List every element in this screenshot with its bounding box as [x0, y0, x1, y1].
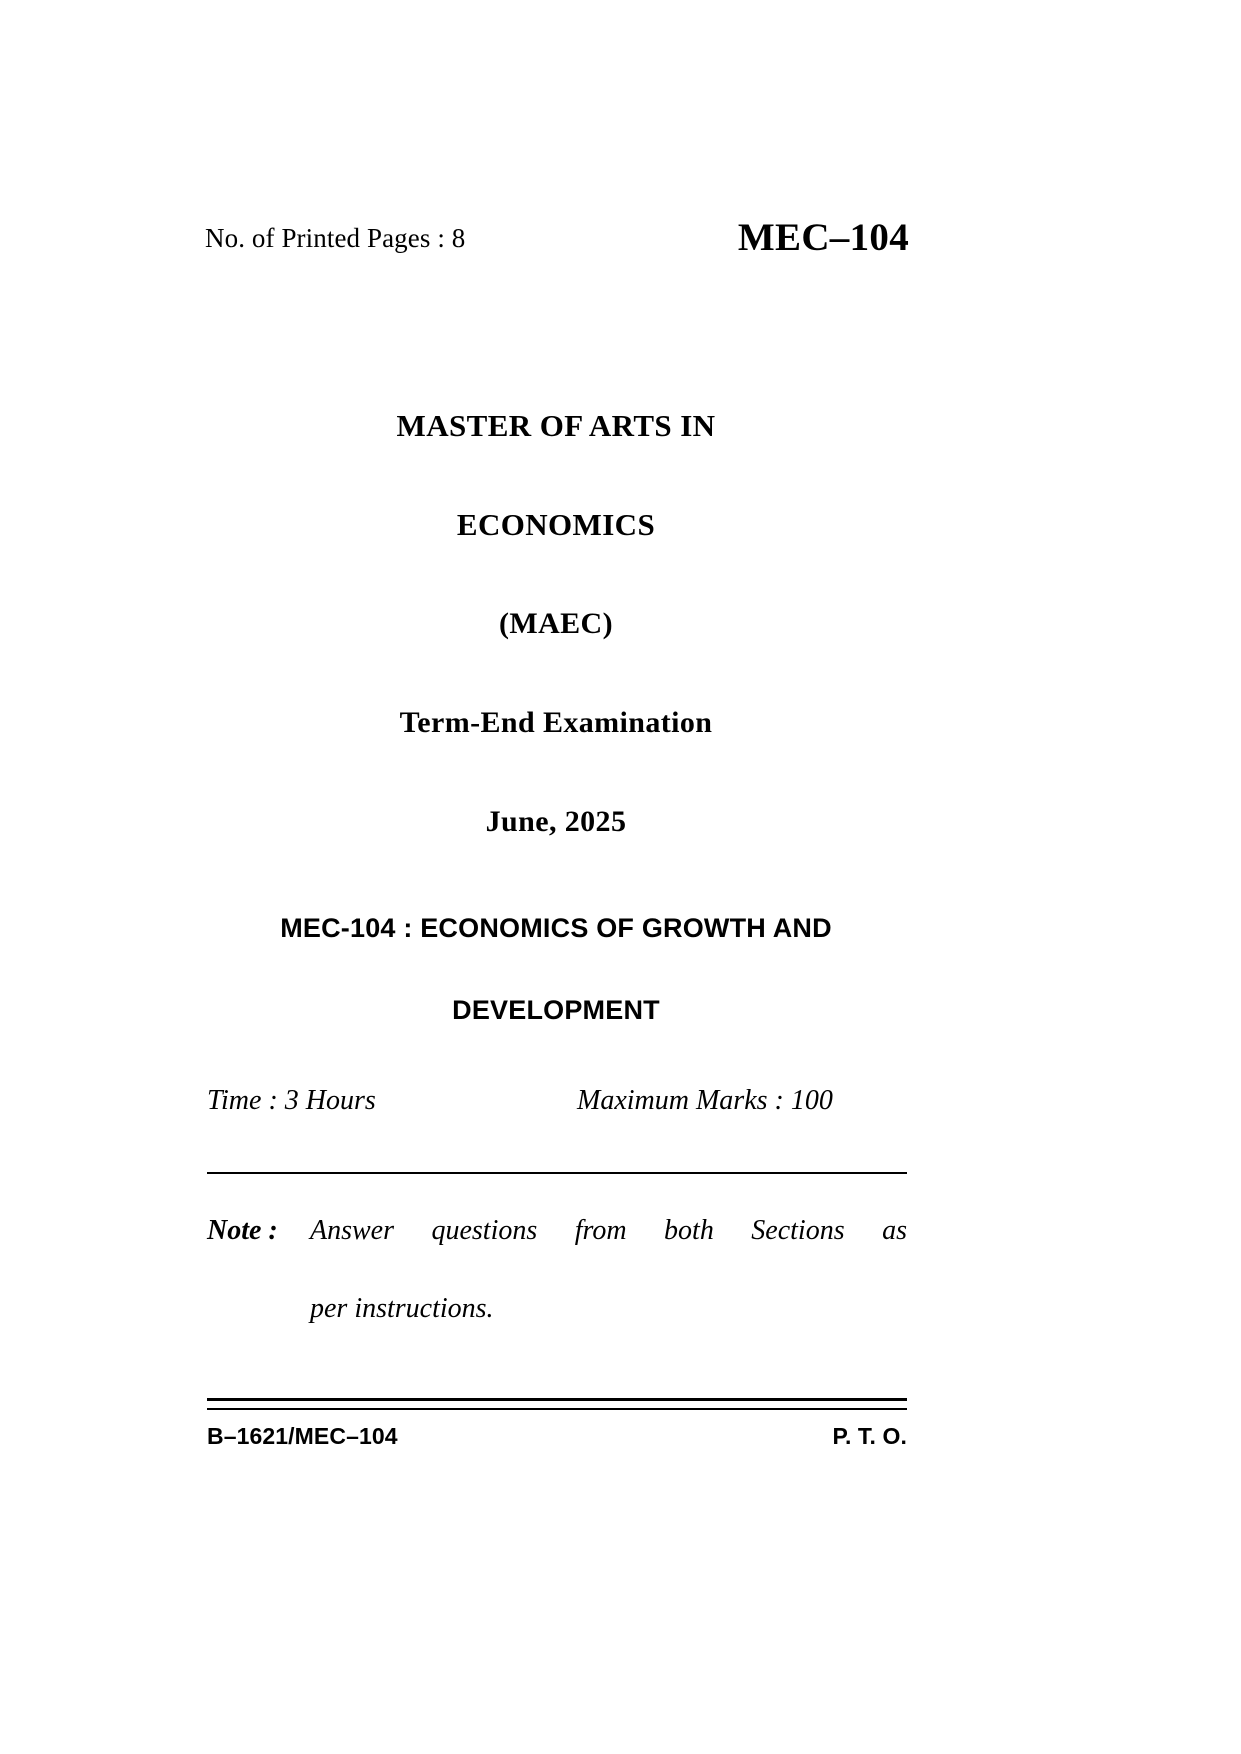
instructions-note [205, 1213, 907, 1324]
footer-turn-over-label: P. T. O. [832, 1423, 907, 1449]
note-word: both [664, 1215, 714, 1246]
maximum-marks: Maximum Marks : 100 [577, 1085, 833, 1116]
note-word: Answer [310, 1215, 394, 1246]
footer-paper-code: B–1621/MEC–104 [207, 1423, 398, 1449]
note-word: Sections [751, 1215, 845, 1246]
exam-type: Term-End Examination [399, 706, 713, 739]
subject-line-2: DEVELOPMENT [452, 995, 660, 1025]
note-second-line: per instructions. [310, 1293, 494, 1324]
program-abbreviation: (MAEC) [498, 607, 614, 640]
subject-heading [205, 887, 907, 1051]
page-footer [205, 1423, 907, 1463]
note-label: Note : [207, 1215, 278, 1246]
note-first-line [205, 1213, 907, 1253]
program-title-line-1: MASTER OF ARTS IN [396, 408, 716, 443]
divider-above-note [207, 1172, 907, 1174]
note-word: questions [431, 1215, 538, 1246]
note-word: as [882, 1215, 907, 1246]
note-word: from [574, 1215, 627, 1246]
title-block [205, 376, 907, 871]
exam-session: June, 2025 [485, 805, 627, 838]
note-text-justified [310, 1213, 907, 1249]
printed-pages-label: No. of Printed Pages : 8 [205, 223, 466, 253]
subject-line-1: MEC-104 : ECONOMICS OF GROWTH AND [280, 913, 832, 943]
program-title-line-2: ECONOMICS [456, 507, 656, 542]
divider-above-footer [207, 1398, 907, 1410]
page-header [205, 215, 907, 271]
exam-duration: Time : 3 Hours [207, 1085, 376, 1116]
paper-code: MEC–104 [737, 216, 909, 259]
exam-meta-row [205, 1085, 907, 1129]
